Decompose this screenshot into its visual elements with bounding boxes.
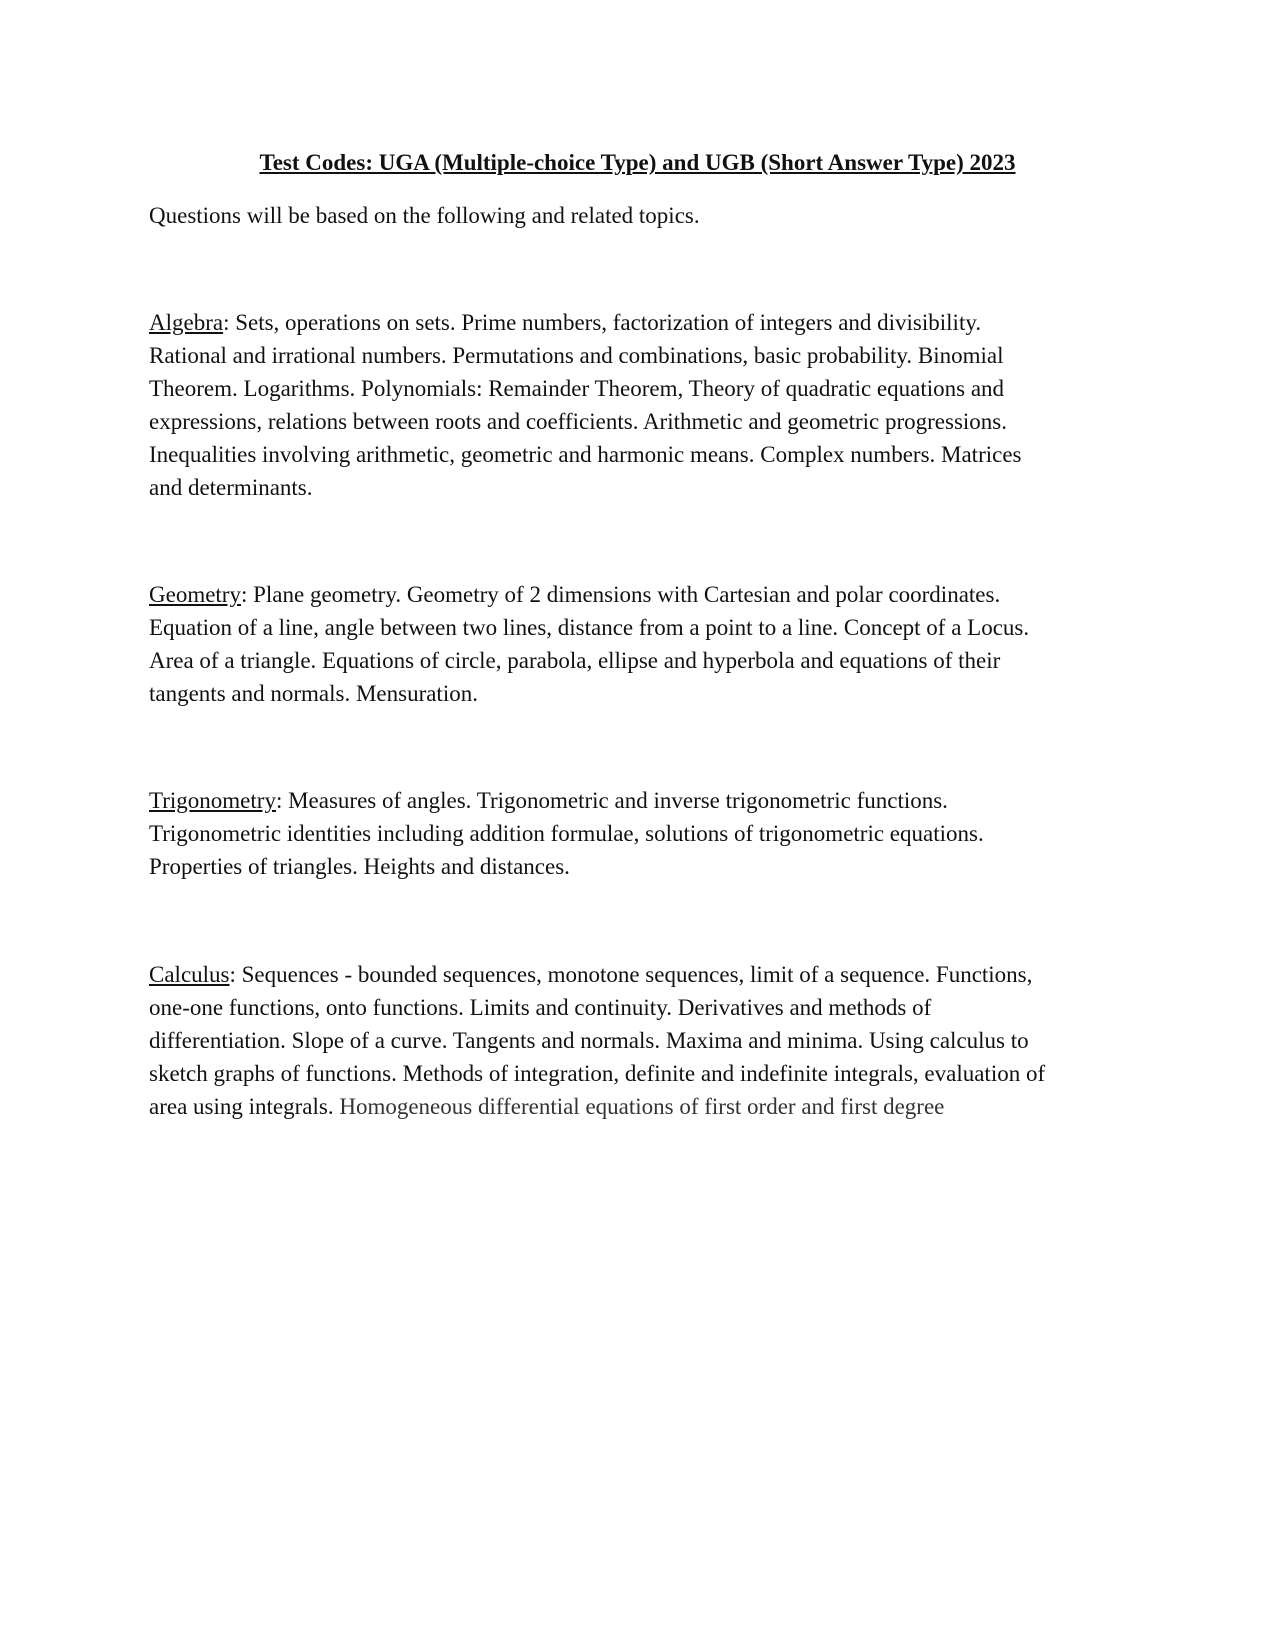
section-line: Trigonometric identities including addition formulae, solutions of trigonometric equations. xyxy=(149,821,984,846)
section-line xyxy=(149,958,1149,991)
section-text-faded: Homogeneous differential equations of first order and first degree xyxy=(339,1094,945,1119)
section-line: expressions, relations between roots and coefficients. Arithmetic and geometric progressions. xyxy=(149,409,1008,434)
topic-heading-algebra: Algebra xyxy=(149,310,224,335)
section-trigonometry xyxy=(149,784,1149,883)
section-line: sketch graphs of functions. Methods of integration, definite and indefinite integrals, evaluation of xyxy=(149,1061,1046,1086)
section-geometry xyxy=(149,578,1149,710)
section-line xyxy=(149,578,1149,611)
section-line: Inequalities involving arithmetic, geometric and harmonic means. Complex numbers. Matrices xyxy=(149,442,1022,467)
topic-heading-calculus: Calculus xyxy=(149,962,230,987)
section-line xyxy=(149,1090,1149,1123)
section-line: Properties of triangles. Heights and distances. xyxy=(149,854,570,879)
section-text: : Sequences - bounded sequences, monotone sequences, limit of a sequence. Functions, xyxy=(229,962,1033,987)
topic-heading-geometry: Geometry xyxy=(149,582,241,607)
section-line: one-one functions, onto functions. Limits and continuity. Derivatives and methods of xyxy=(149,995,932,1020)
section-line: Theorem. Logarithms. Polynomials: Remainder Theorem, Theory of quadratic equations and xyxy=(149,376,1005,401)
section-line: Rational and irrational numbers. Permutations and combinations, basic probability. Binomial xyxy=(149,343,1004,368)
section-line xyxy=(149,784,1149,817)
section-line: Area of a triangle. Equations of circle, parabola, ellipse and hyperbola and equations of their xyxy=(149,648,1001,673)
topic-heading-trigonometry: Trigonometry xyxy=(149,788,276,813)
section-text: : Sets, operations on sets. Prime numbers, factorization of integers and divisibility. xyxy=(223,310,982,335)
section-line: tangents and normals. Mensuration. xyxy=(149,681,478,706)
section-line: Equation of a line, angle between two lines, distance from a point to a line. Concept of a Locus. xyxy=(149,615,1030,640)
section-line xyxy=(149,306,1149,339)
section-text: : Plane geometry. Geometry of 2 dimensions with Cartesian and polar coordinates. xyxy=(240,582,1001,607)
document-title: Test Codes: UGA (Multiple-choice Type) and UGB (Short Answer Type) 2023 xyxy=(259,150,1016,175)
intro-text: Questions will be based on the following and related topics. xyxy=(149,203,700,228)
section-line: differentiation. Slope of a curve. Tangents and normals. Maxima and minima. Using calculus to xyxy=(149,1028,1029,1053)
section-line: and determinants. xyxy=(149,475,313,500)
section-text: area using integrals. xyxy=(149,1094,340,1119)
section-calculus xyxy=(149,958,1149,1123)
section-algebra xyxy=(149,306,1149,504)
section-text: : Measures of angles. Trigonometric and inverse trigonometric functions. xyxy=(275,788,948,813)
